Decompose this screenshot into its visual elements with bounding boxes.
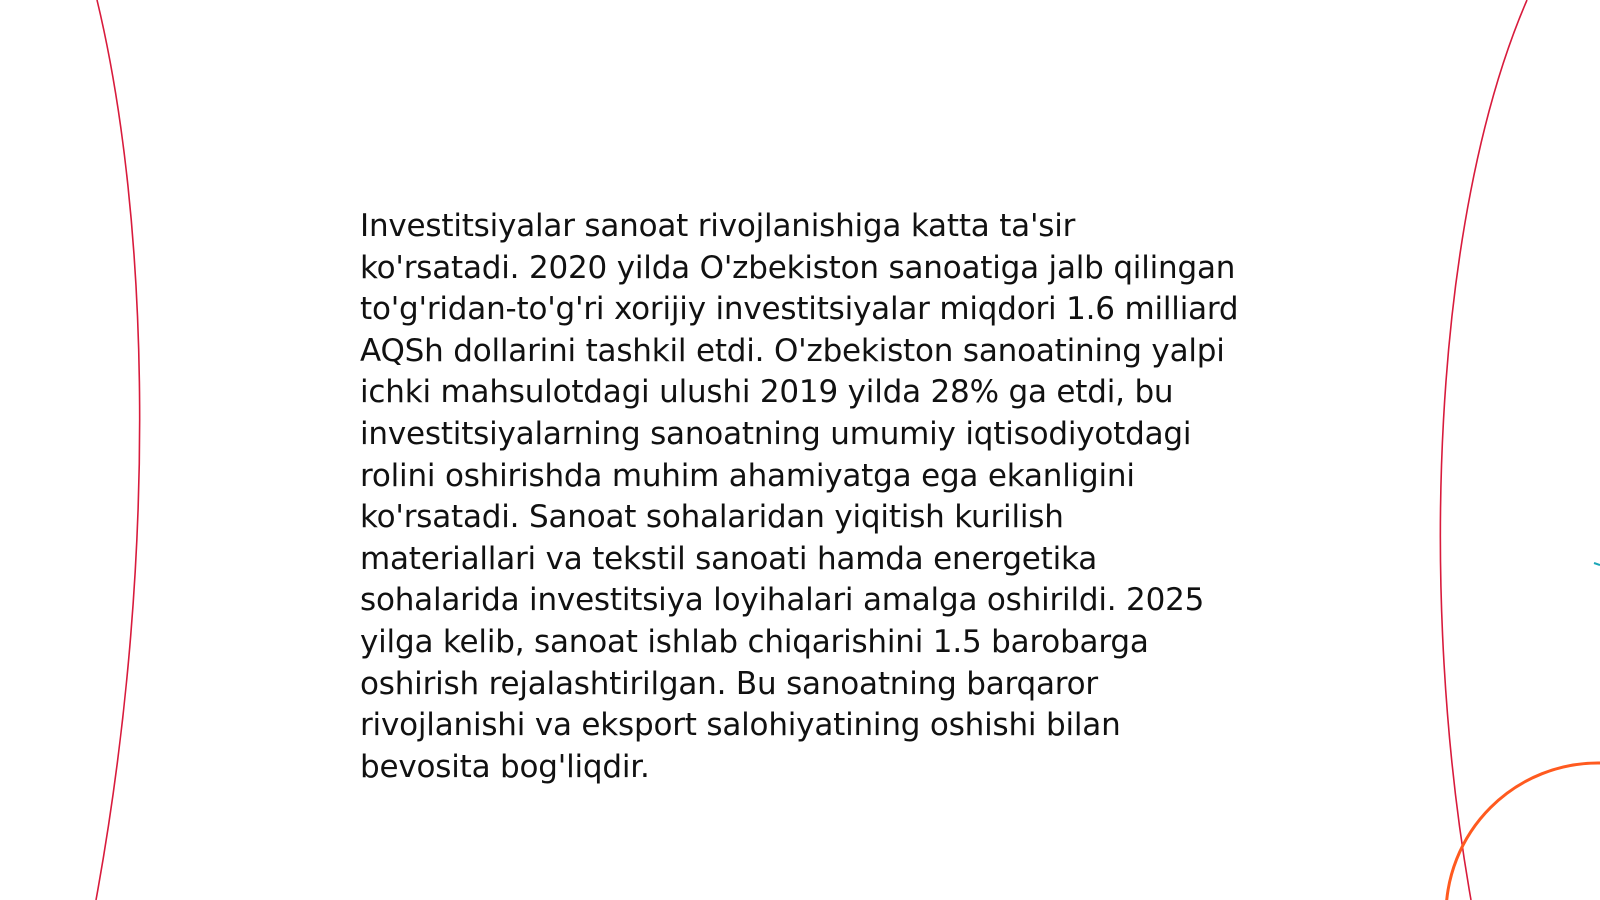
accent-tick (1594, 563, 1600, 565)
body-paragraph: Investitsiyalar sanoat rivojlanishiga katta ta'sir ko'rsatadi. 2020 yilda O'zbekiston sanoatiga jalb qilingan to'g'ridan-to'g'ri xorijiy investitsiyalar miqdori 1.6 milliard AQSh dollarini tashkil etdi. O'zbekiston sanoatining yalpi ichki mahsulotdagi ulushi 2019 yilda 28% ga etdi, bu investitsiyalarning sanoatning umumiy iqtisodiyotdagi rolini oshirishda muhim ahamiyatga ega ekanligini ko'rsatadi. Sanoat sohalaridan yiqitish kurilish materiallari va tekstil sanoati hamda energetika sohalarida investitsiya loyihalari amalga oshirildi. 2025 yilga kelib, sanoat ishlab chiqarishini 1.5 barobarga oshirish rejalashtirilgan. Bu sanoatning barqaror rivojlanishi va eksport salohiyatining oshishi bilan bevosita bog'liqdir. (360, 208, 1239, 785)
right-arc-line (1440, 0, 1527, 900)
corner-circle (1446, 763, 1600, 900)
left-arc-line (96, 0, 140, 900)
